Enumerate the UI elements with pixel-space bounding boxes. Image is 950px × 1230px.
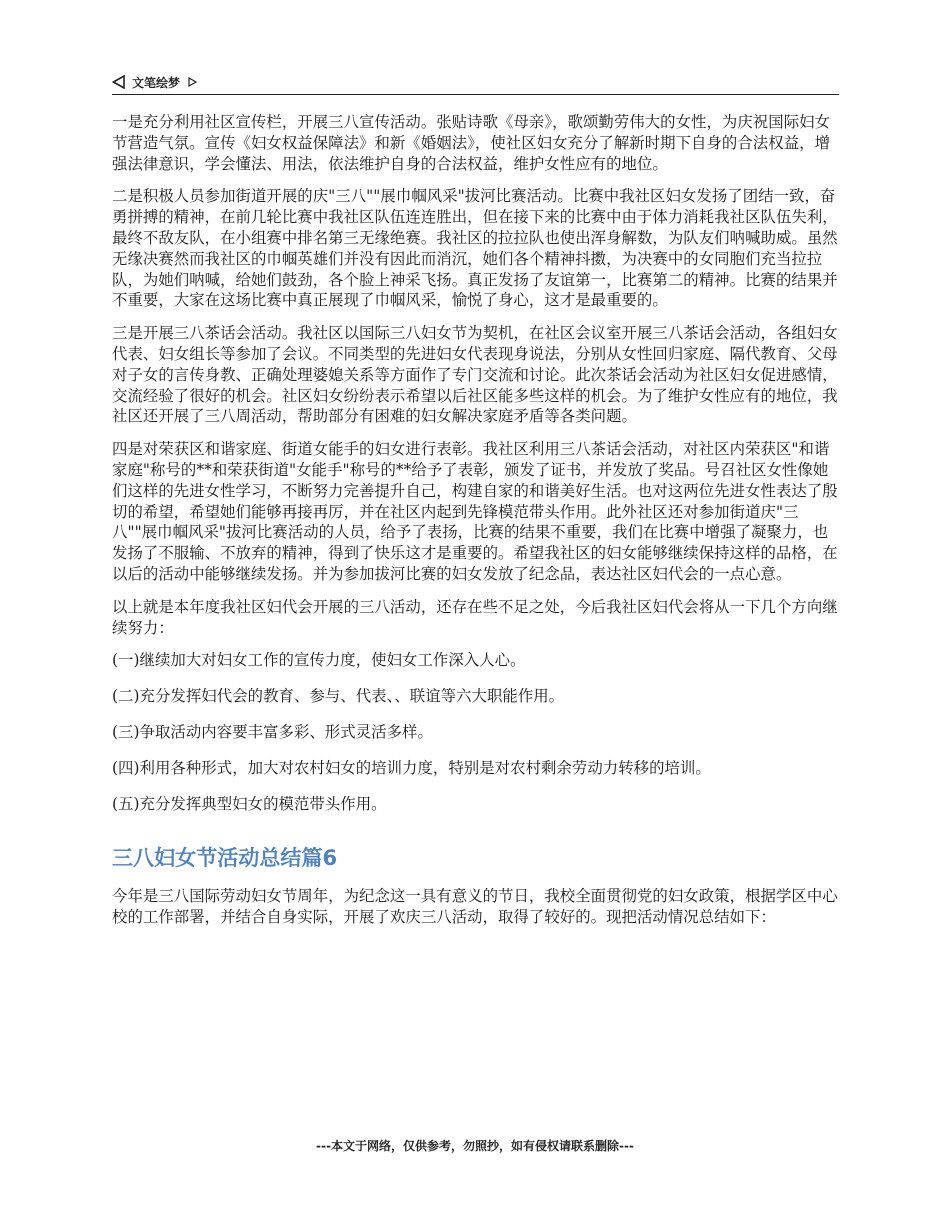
triangle-left-icon [112, 75, 126, 89]
list-item: (三)争取活动内容要丰富多彩、形式灵活多样。 [112, 722, 433, 741]
list-item: (四)利用各种形式，加大对农村妇女的培训力度，特别是对农村剩余劳动力转移的培训。 [112, 758, 711, 777]
paragraph: 三是开展三八茶话会活动。我社区以国际三八妇女节为契机，在社区会议室开展三八茶话会活动，各组妇女代表、妇女组长等参加了会议。不同类型的先进妇女代表现身说法，分别从女性回归家庭、隔代教育、父母对子女的言传身教、正确处理婆媳关系等方面作了专门交流和讨论。此次茶话会活动为社区妇女促进感情，交流经验了很好的机会。社区妇女纷纷表示希望以后社区能多些这样的机会。为了维护女性应有的地位，我社区还开展了三八周活动，帮助部分有困难的妇女解决家庭矛盾等各类问题。 [112, 324, 838, 426]
document-body [112, 112, 839, 940]
list-item: (一)继续加大对妇女工作的宣传力度，使妇女工作深入人心。 [112, 651, 526, 670]
page-footer: ---本文于网络，仅供参考，勿照抄，如有侵权请联系删除--- [316, 1139, 634, 1153]
paragraph: 一是充分利用社区宣传栏，开展三八宣传活动。张贴诗歌《母亲》，歌颂勤劳伟大的女性，为庆祝国际妇女节营造气氛。宣传《妇女权益保障法》和新《婚姻法》，使社区妇女充分了解新时期下自身的合法权益，增强法律意识，学会懂法、用法，依法维护自身的合法权益，维护女性应有的地位。 [112, 113, 831, 173]
list-item: (二)充分发挥妇代会的教育、参与、代表、、联谊等六大职能作用。 [112, 687, 565, 706]
triangle-right-icon [188, 77, 197, 87]
list-item: (五)充分发挥典型妇女的模范带头作用。 [112, 794, 387, 813]
page-header [112, 70, 839, 95]
paragraph: 以上就是本年度我社区妇代会开展的三八活动，还存在些不足之处，今后我社区妇代会将从一下几个方向继续努力： [112, 597, 838, 637]
section-heading: 三八妇女节活动总结篇6 [112, 846, 338, 871]
paragraph: 今年是三八国际劳动妇女节周年，为纪念这一具有意义的节日，我校全面贯彻党的妇女政策，根据学区中心校的工作部署，并结合自身实际，开展了欢庆三八活动，取得了较好的。现把活动情况总结如下： [112, 887, 838, 927]
header-title: 文笔绘梦 [132, 75, 181, 90]
paragraph: 四是对荣获区和谐家庭、街道女能手的妇女进行表彰。我社区利用三八茶话会活动，对社区内荣获区"和谐家庭"称号的**和荣获街道"女能手"称号的**给予了表彰，颁发了证书，并发放了奖品。号召社区女性像她们这样的先进女性学习，不断努力完善提升自己，构建自家的和谐美好生活。也对这两位先进女性表达了殷切的希望，希望她们能够再接再厉，并在社区内起到先锋模范带头作用。此外社区还对参加街道庆"三八""展巾帼风采"拔河比赛活动的人员，给予了表扬，比赛的结果不重要，我们在比赛中增强了凝聚力，也发扬了不服输、不放弃的精神，得到了快乐这才是重要的。希望我社区的妇女能够继续保持这样的品格，在以后的活动中能够继续发扬。并为参加拔河比赛的妇女发放了纪念品，表达社区妇代会的一点心意。 [112, 440, 838, 583]
paragraph: 二是积极人员参加街道开展的庆"三八""展巾帼风采"拔河比赛活动。比赛中我社区妇女发扬了团结一致，奋勇拼搏的精神，在前几轮比赛中我社区队伍连连胜出，但在接下来的比赛中由于体力消耗我社区队伍失利，最终不敌友队，在小组赛中排名第三无缘绝赛。我社区的拉拉队也使出浑身解数，为队友们呐喊助威。虽然无缘决赛然而我社区的巾帼英雄们并没有因此而消沉，她们各个精神抖擞，为决赛中的女同胞们充当拉拉队，为她们呐喊，给她们鼓劲，各个脸上神采飞扬。真正发扬了友谊第一，比赛第二的精神。比赛的结果并不重要，大家在这场比赛中真正展现了巾帼风采，愉悦了身心，这才是最重要的。 [112, 187, 838, 310]
